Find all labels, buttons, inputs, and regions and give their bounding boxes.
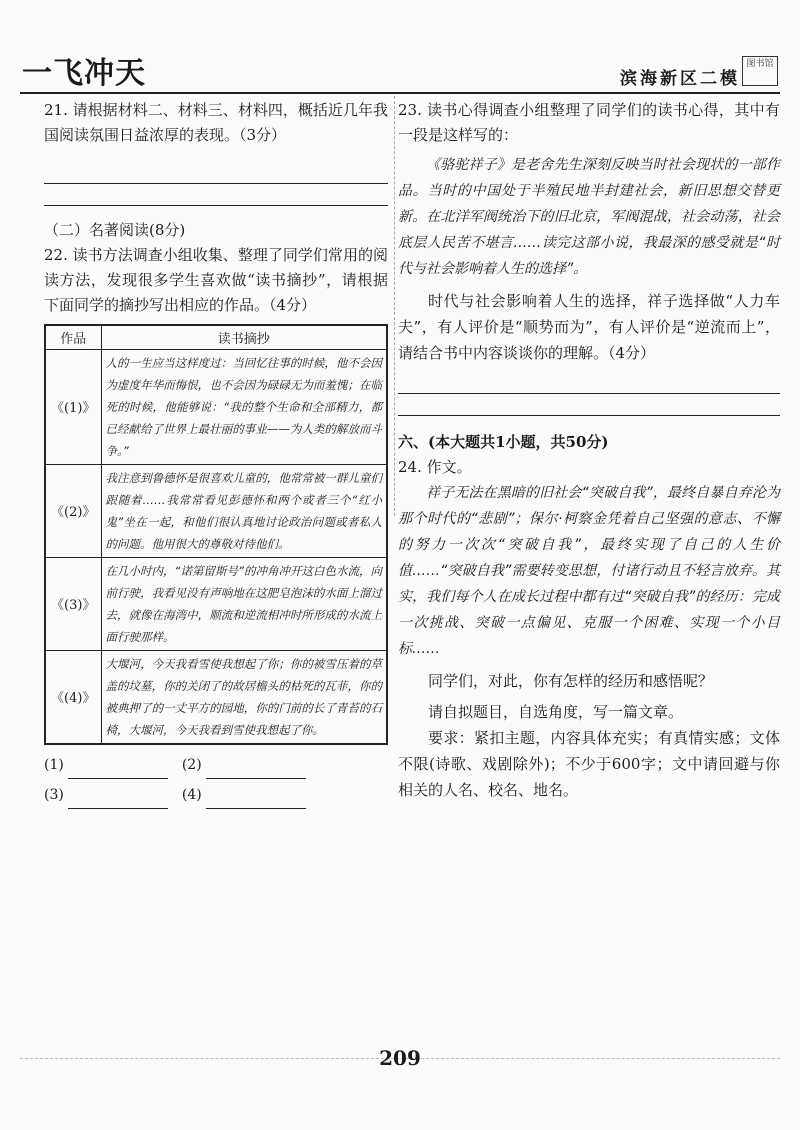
work-cell: 《(3)》 (45, 557, 101, 650)
excerpt-table (44, 324, 388, 745)
right-column (398, 98, 780, 803)
table-row (45, 464, 387, 557)
answer-blank-4[interactable] (206, 791, 306, 809)
answer-blank-2[interactable] (206, 761, 306, 779)
essay-requirements: 要求：紧扣主题，内容具体充实；有真情实感；文体不限(诗歌、戏剧除外)；不少于600字；文中请回避与你相关的人名、校名、地名。 (398, 729, 780, 799)
excerpt-cell: 在几小时内，“诺第留斯号”的冲角冲开这白色水流，向前行驶，我看见没有声响地在这肥皂泡沫的水面上溜过去，就像在海湾中，顺流和逆流相冲时所形成的水流上面行驶那样。 (101, 557, 387, 650)
answer-row (44, 781, 388, 809)
work-cell: 《(4)》 (45, 650, 101, 744)
exam-tag: 滨海新区二模 (620, 69, 740, 89)
section-heading-6: 六、(本大题共1小题，共50分) (398, 433, 609, 451)
work-cell: 《(1)》 (45, 349, 101, 464)
column-divider (394, 96, 395, 516)
answer-row (44, 751, 388, 779)
essay-question: 同学们，对此，你有怎样的经历和感悟呢？ (428, 672, 714, 690)
brand-logo: 一飞冲天 (22, 56, 146, 91)
page-number: 209 (379, 1046, 421, 1070)
header-work: 作品 (45, 325, 101, 349)
answer-blank-3[interactable] (68, 791, 168, 809)
library-seal: 图书馆 (742, 56, 778, 86)
answer-line[interactable] (398, 394, 780, 416)
table-row (45, 349, 387, 464)
table-row (45, 650, 387, 744)
answer-item: (2) (182, 751, 306, 779)
question-23: 23. 读书心得调查小组整理了同学们的读书心得，其中有一段是这样写的： (398, 101, 780, 144)
answer-blank-1[interactable] (68, 761, 168, 779)
table-row (45, 557, 387, 650)
answer-item: (1) (44, 751, 168, 779)
answer-item: (3) (44, 781, 168, 809)
q23-prompt: 时代与社会影响着人生的选择，祥子选择做“人力车夫”，有人评价是“顺势而为”，有人评价是“逆流而上”，请结合书中内容谈谈你的理解。（4分） (398, 292, 780, 362)
q23-quote: 《骆驼祥子》是老舍先生深刻反映当时社会现状的一部作品。当时的中国处于半殖民地半封建社会，新旧思想交替更新。在北洋军阀统治下的旧北京，军阀混战，社会动荡，社会底层人民苦不堪言……读完这部小说，我最深的感受就是“时代与社会影响着人生的选择”。 (398, 157, 780, 277)
work-cell: 《(2)》 (45, 464, 101, 557)
table-header-row (45, 325, 387, 349)
header-rule (20, 92, 780, 94)
excerpt-cell: 我注意到鲁德怀是很喜欢儿童的，他常常被一群儿童们跟随着……我常常看见彭德怀和两个或者三个“红小鬼”坐在一起，和他们很认真地讨论政治问题或者私人的问题。他用很大的尊敬对待他们。 (101, 464, 387, 557)
essay-quote: 祥子无法在黑暗的旧社会“突破自我”，最终自暴自弃沦为那个时代的“悲剧”；保尔·柯察金凭着自己坚强的意志、不懈的努力一次次“突破自我”，最终实现了自己的人生价值……“突破自我”需要转变思想，付诸行动且不轻言放弃。其实，我们每个人在成长过程中都有过“突破自我”的经历：完成一次挑战、突破一点偏见、克服一个困难、实现一个小目标…… (398, 485, 780, 657)
question-22: 22. 读书方法调查小组收集、整理了同学们常用的阅读方法，发现很多学生喜欢做“读书摘抄”，请根据下面同学的摘抄写出相应的作品。（4分） (44, 246, 388, 314)
excerpt-cell: 人的一生应当这样度过：当回忆往事的时候，他不会因为虚度年华而悔恨，也不会因为碌碌无为而羞愧；在临死的时候，他能够说：“我的整个生命和全部精力，都已经献给了世界上最壮丽的事业——为人类的解放而斗争。” (101, 349, 387, 464)
left-column (44, 98, 388, 809)
answer-line[interactable] (44, 184, 388, 206)
answer-line[interactable] (44, 162, 388, 184)
essay-task: 请自拟题目，自选角度，写一篇文章。 (428, 703, 684, 721)
excerpt-cell: 大堰河，今天我看雪使我想起了你；你的被雪压着的草盖的坟墓，你的关闭了的故居檐头的枯死的瓦菲，你的被典押了的一丈平方的园地，你的门前的长了青苔的石椅，大堰河，今天我看到雪使我想起了你。 (101, 650, 387, 744)
question-21: 21. 请根据材料二、材料三、材料四，概括近几年我国阅读氛围日益浓厚的表现。（3分） (44, 101, 388, 144)
header-excerpt: 读书摘抄 (101, 325, 387, 349)
answer-line[interactable] (398, 372, 780, 394)
answer-item: (4) (182, 781, 306, 809)
question-24: 24. 作文。 (398, 458, 472, 476)
section-heading-2: （二）名著阅读(8分) (44, 221, 186, 239)
